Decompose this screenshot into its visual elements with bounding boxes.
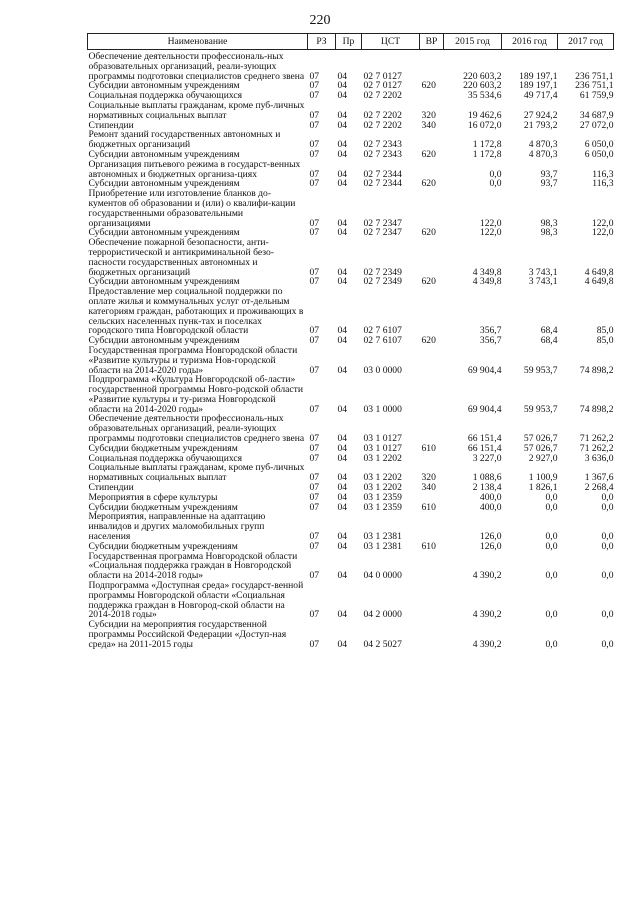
row-cst: 03 1 2381 [363, 540, 402, 552]
row-pr: 04 [337, 109, 348, 121]
row-name: Предоставление мер социальной поддержки по оплате жилья и коммунальных услуг от-дельным категориям граждан, работающих и проживающих в сельских населенных пунк-тах и поселках городского типа Новгородской области [88, 286, 304, 337]
row-name: Мероприятия в сфере культуры [88, 491, 218, 503]
row-value-2015: 356,7 [479, 325, 502, 337]
row-value-2016: 1 826,1 [528, 482, 558, 494]
row-name: Подпрограмма «Культура Новгородской об-ласти» государственной программы Новго-родской области «Развитие культуры и ту-ризма Новгородской области на 2014-2020 годы» [88, 374, 303, 415]
row-value-2017: 0,0 [601, 638, 614, 650]
row-cst: 04 2 5027 [363, 638, 402, 650]
row-pr: 04 [337, 90, 348, 102]
row-cst: 02 7 2349 [363, 266, 402, 278]
row-rz: 07 [309, 540, 320, 552]
row-value-2016: 0,0 [545, 531, 558, 543]
table-row [88, 375, 614, 414]
row-pr: 04 [337, 531, 348, 543]
row-rz: 07 [309, 90, 320, 102]
table-header [88, 34, 614, 50]
table-row [88, 620, 614, 649]
row-cst: 03 1 2359 [363, 501, 402, 513]
table-row [88, 238, 614, 277]
row-vr [420, 91, 444, 101]
row-cst: 03 1 2202 [363, 472, 402, 484]
row-vr: 610 [421, 540, 436, 552]
row-value-2015: 4 390,2 [472, 609, 502, 621]
row-value-2015: 220 603,2 [463, 80, 502, 92]
row-vr [420, 454, 444, 464]
row-name: Обеспечение деятельности профессиональ-ных образовательных организаций, реали-зующих программы подготовки специалистов среднего звена [88, 51, 305, 82]
row-value-2017: 116,3 [592, 178, 614, 190]
row-value-2015: 4 349,8 [472, 266, 502, 278]
row-cst: 02 7 2202 [363, 119, 402, 131]
header-vr: ВР [420, 34, 444, 50]
row-pr: 04 [337, 638, 348, 650]
row-value-2015: 3 227,0 [472, 452, 502, 464]
row-rz: 07 [309, 70, 320, 82]
row-value-2015: 122,0 [479, 227, 502, 239]
row-value-2015: 66 151,4 [467, 433, 502, 445]
row-value-2015: 400,0 [479, 501, 502, 513]
row-cst: 03 1 0127 [363, 442, 402, 454]
row-value-2017: 61 759,9 [579, 90, 614, 102]
row-rz: 07 [309, 442, 320, 454]
row-cst: 02 7 2343 [363, 148, 402, 160]
row-rz: 07 [309, 276, 320, 288]
row-value-2016: 59 953,7 [523, 403, 558, 415]
row-cst: 02 7 0127 [363, 80, 402, 92]
row-vr: 620 [421, 227, 436, 239]
row-cst: 02 7 2344 [363, 178, 402, 190]
row-pr: 04 [337, 501, 348, 513]
table-row [88, 414, 614, 443]
row-name: Стипендии [88, 119, 134, 131]
row-cst: 03 1 2381 [363, 531, 402, 543]
row-rz: 07 [309, 452, 320, 464]
row-cst: 03 1 0000 [363, 403, 402, 415]
row-name: Субсидии автономным учреждениям [88, 276, 240, 288]
row-name: Социальные выплаты гражданам, кроме пуб-личных нормативных социальных выплат [88, 99, 305, 121]
row-cst: 03 0 0000 [363, 364, 402, 376]
row-rz: 07 [309, 364, 320, 376]
row-value-2015: 19 462,6 [467, 109, 502, 121]
row-vr: 320 [421, 109, 436, 121]
row-value-2015: 356,7 [479, 335, 502, 347]
row-value-2017: 71 262,2 [579, 442, 614, 454]
row-value-2015: 122,0 [479, 217, 502, 229]
row-value-2016: 49 717,4 [523, 90, 558, 102]
row-rz: 07 [309, 609, 320, 621]
row-name: Субсидии автономным учреждениям [88, 80, 240, 92]
row-pr: 04 [337, 482, 348, 494]
row-name: Государственная программа Новгородской области «Развитие культуры и туризма Нов-городской области на 2014-2020 годы» [88, 344, 298, 376]
row-cst: 04 2 0000 [363, 609, 402, 621]
row-value-2015: 4 349,8 [472, 276, 502, 288]
row-name: Субсидии автономным учреждениям [88, 178, 240, 190]
row-value-2017: 71 262,2 [579, 433, 614, 445]
header-rz: РЗ [308, 34, 336, 50]
row-cst: 02 7 2349 [363, 276, 402, 288]
row-pr: 04 [337, 403, 348, 415]
row-rz: 07 [309, 227, 320, 239]
row-value-2017: 0,0 [601, 609, 614, 621]
row-value-2017: 1 367,6 [584, 472, 614, 484]
row-rz: 07 [309, 638, 320, 650]
header-2015: 2015 год [444, 34, 502, 50]
row-value-2015: 400,0 [479, 491, 502, 503]
row-name: Обеспечение пожарной безопасности, анти-террористической и антикриминальной безо-пасности государственных автономных и бюджетных организаций [88, 237, 274, 278]
row-value-2016: 21 793,2 [523, 119, 558, 131]
row-value-2015: 0,0 [489, 168, 502, 180]
row-vr [420, 414, 444, 443]
row-rz: 07 [309, 482, 320, 494]
row-value-2015: 4 390,2 [472, 570, 502, 582]
table-row [88, 50, 614, 82]
row-vr [420, 552, 444, 581]
row-rz: 07 [309, 501, 320, 513]
row-vr [420, 512, 444, 541]
row-vr [420, 287, 444, 336]
row-value-2015: 66 151,4 [467, 442, 502, 454]
row-rz: 07 [309, 266, 320, 278]
row-vr [420, 189, 444, 228]
row-cst: 02 7 2344 [363, 168, 402, 180]
row-value-2015: 4 390,2 [472, 638, 502, 650]
row-cst: 02 7 2347 [363, 217, 402, 229]
row-pr: 04 [337, 325, 348, 337]
row-pr: 04 [337, 442, 348, 454]
row-rz: 07 [309, 217, 320, 229]
row-rz: 07 [309, 119, 320, 131]
row-vr: 340 [421, 482, 436, 494]
row-value-2016: 2 927,0 [528, 452, 558, 464]
row-value-2016: 0,0 [545, 491, 558, 503]
row-value-2016: 98,3 [540, 217, 558, 229]
row-rz: 07 [309, 325, 320, 337]
row-vr [420, 160, 444, 180]
row-value-2017: 0,0 [601, 531, 614, 543]
row-value-2015: 69 904,4 [467, 403, 502, 415]
row-pr: 04 [337, 70, 348, 82]
row-cst: 02 7 6107 [363, 325, 402, 337]
table-row [88, 160, 614, 180]
row-cst: 02 7 2347 [363, 227, 402, 239]
row-pr: 04 [337, 178, 348, 190]
row-value-2016: 4 870,3 [528, 148, 558, 160]
table-row [88, 512, 614, 541]
row-value-2017: 0,0 [601, 501, 614, 513]
row-value-2017: 34 687,9 [579, 109, 614, 121]
row-value-2017: 74 898,2 [579, 364, 614, 376]
row-value-2017: 0,0 [601, 570, 614, 582]
row-cst: 02 7 6107 [363, 335, 402, 347]
row-rz: 07 [309, 335, 320, 347]
table-row [88, 189, 614, 228]
row-value-2015: 220 603,2 [463, 70, 502, 82]
header-name: Наименование [88, 34, 308, 50]
table-row [88, 101, 614, 121]
row-vr: 610 [421, 442, 436, 454]
row-value-2017: 0,0 [601, 540, 614, 552]
row-value-2016: 57 026,7 [523, 433, 558, 445]
row-rz: 07 [309, 148, 320, 160]
row-value-2017: 6 050,0 [584, 148, 614, 160]
row-vr: 620 [421, 178, 436, 190]
row-pr: 04 [337, 119, 348, 131]
row-value-2017: 236 751,1 [575, 70, 614, 82]
row-pr: 04 [337, 609, 348, 621]
row-value-2017: 4 649,8 [584, 276, 614, 288]
row-name: Мероприятия, направленные на адаптацию инвалидов и других маломобильных групп населения [88, 511, 266, 543]
row-value-2016: 3 743,1 [528, 276, 558, 288]
header-pr: Пр [336, 34, 362, 50]
header-2017: 2017 год [558, 34, 614, 50]
row-value-2016: 68,4 [540, 335, 558, 347]
row-vr [420, 620, 444, 649]
row-rz: 07 [309, 80, 320, 92]
budget-table [87, 33, 614, 650]
row-vr: 620 [421, 80, 436, 92]
row-value-2015: 1 172,8 [472, 139, 502, 151]
header-2016: 2016 год [502, 34, 558, 50]
row-pr: 04 [337, 335, 348, 347]
row-rz: 07 [309, 109, 320, 121]
row-name: Стипендии [88, 482, 134, 494]
row-name: Социальная поддержка обучающихся [88, 90, 243, 102]
row-value-2017: 0,0 [601, 491, 614, 503]
row-pr: 04 [337, 364, 348, 376]
row-vr [420, 346, 444, 375]
row-value-2015: 35 534,6 [467, 90, 502, 102]
row-value-2016: 1 100,9 [528, 472, 558, 484]
row-pr: 04 [337, 570, 348, 582]
row-value-2017: 85,0 [596, 325, 614, 337]
table-body [88, 50, 614, 650]
row-value-2017: 6 050,0 [584, 139, 614, 151]
row-rz: 07 [309, 472, 320, 484]
row-pr: 04 [337, 266, 348, 278]
row-value-2016: 189 197,1 [519, 70, 558, 82]
row-value-2017: 236 751,1 [575, 80, 614, 92]
row-value-2016: 57 026,7 [523, 442, 558, 454]
row-pr: 04 [337, 148, 348, 160]
row-pr: 04 [337, 217, 348, 229]
row-cst: 02 7 2202 [363, 109, 402, 121]
row-name: Обеспечение деятельности профессиональ-ных образовательных организаций, реали-зующих программы подготовки специалистов среднего звена [88, 413, 305, 445]
row-pr: 04 [337, 472, 348, 484]
row-rz: 07 [309, 168, 320, 180]
row-vr [420, 238, 444, 277]
row-name: Субсидии бюджетным учреждениям [88, 501, 238, 513]
row-rz: 07 [309, 403, 320, 415]
row-name: Субсидии автономным учреждениям [88, 227, 240, 239]
row-value-2016: 0,0 [545, 570, 558, 582]
header-row [88, 34, 614, 50]
row-name: Организация питьевого режима в государст-венных автономных и бюджетных организа-циях [88, 158, 301, 180]
table-row [88, 130, 614, 150]
row-name: Приобретение или изготовление бланков до-кументов об образовании и (или) о квалифи-кации государственными образовательными организациями [88, 188, 296, 229]
row-cst: 03 1 2359 [363, 491, 402, 503]
row-pr: 04 [337, 227, 348, 239]
row-pr: 04 [337, 452, 348, 464]
row-value-2017: 85,0 [596, 335, 614, 347]
row-cst: 03 1 2202 [363, 482, 402, 494]
row-value-2015: 1 088,6 [472, 472, 502, 484]
row-value-2016: 59 953,7 [523, 364, 558, 376]
row-value-2016: 0,0 [545, 638, 558, 650]
row-pr: 04 [337, 80, 348, 92]
row-value-2017: 3 636,0 [584, 452, 614, 464]
row-pr: 04 [337, 491, 348, 503]
row-value-2015: 126,0 [479, 531, 502, 543]
row-name: Субсидии бюджетным учреждениям [88, 442, 238, 454]
row-value-2016: 93,7 [540, 168, 558, 180]
row-vr: 620 [421, 335, 436, 347]
row-vr: 320 [421, 472, 436, 484]
row-value-2017: 4 649,8 [584, 266, 614, 278]
row-rz: 07 [309, 433, 320, 445]
row-value-2016: 3 743,1 [528, 266, 558, 278]
row-pr: 04 [337, 276, 348, 288]
row-rz: 07 [309, 570, 320, 582]
row-vr: 620 [421, 276, 436, 288]
row-name: Субсидии бюджетным учреждениям [88, 540, 238, 552]
row-name: Субсидии автономным учреждениям [88, 335, 240, 347]
row-value-2017: 122,0 [591, 227, 614, 239]
row-name: Субсидии автономным учреждениям [88, 148, 240, 160]
row-rz: 07 [309, 491, 320, 503]
row-vr: 610 [421, 501, 436, 513]
row-cst: 02 7 2202 [363, 90, 402, 102]
row-vr [420, 375, 444, 414]
header-cst: ЦСТ [362, 34, 420, 50]
row-name: Социальные выплаты гражданам, кроме пуб-личных нормативных социальных выплат [88, 462, 305, 484]
table-row [88, 346, 614, 375]
row-value-2016: 0,0 [545, 540, 558, 552]
row-name: Государственная программа Новгородской области «Социальная поддержка граждан в Новгородской области на 2014-2018 годы» [88, 550, 298, 582]
row-cst: 03 1 2202 [363, 452, 402, 464]
row-value-2016: 4 870,3 [528, 139, 558, 151]
row-value-2016: 68,4 [540, 325, 558, 337]
row-value-2015: 0,0 [489, 178, 502, 190]
table-row [88, 463, 614, 483]
row-vr [420, 130, 444, 150]
row-name: Подпрограмма «Доступная среда» государст-венной программы Новгородской области «Социальная поддержка граждан в Новгород-ской области на 2014-2018 годы» [88, 580, 304, 621]
row-vr [420, 581, 444, 620]
row-pr: 04 [337, 540, 348, 552]
row-value-2015: 16 072,0 [467, 119, 502, 131]
row-value-2017: 116,3 [592, 168, 614, 180]
row-pr: 04 [337, 433, 348, 445]
row-value-2017: 122,0 [591, 217, 614, 229]
row-name: Социальная поддержка обучающихся [88, 452, 243, 464]
row-value-2017: 2 268,4 [584, 482, 614, 494]
row-rz: 07 [309, 139, 320, 151]
row-vr [420, 50, 444, 82]
row-value-2016: 189 197,1 [519, 80, 558, 92]
row-value-2016: 0,0 [545, 609, 558, 621]
row-value-2016: 27 924,2 [523, 109, 558, 121]
row-vr: 340 [421, 119, 436, 131]
table-row [88, 287, 614, 336]
row-rz: 07 [309, 531, 320, 543]
row-cst: 04 0 0000 [363, 570, 402, 582]
row-value-2017: 27 072,0 [579, 119, 614, 131]
row-value-2016: 98,3 [540, 227, 558, 239]
row-pr: 04 [337, 168, 348, 180]
row-cst: 03 1 0127 [363, 433, 402, 445]
row-cst: 02 7 0127 [363, 70, 402, 82]
row-value-2016: 93,7 [540, 178, 558, 190]
row-value-2016: 0,0 [545, 501, 558, 513]
row-cst: 02 7 2343 [363, 139, 402, 151]
row-rz: 07 [309, 178, 320, 190]
table-row [88, 581, 614, 620]
row-value-2015: 1 172,8 [472, 148, 502, 160]
row-value-2015: 69 904,4 [467, 364, 502, 376]
row-value-2015: 126,0 [479, 540, 502, 552]
row-name: Субсидии на мероприятия государственной программы Российской Федерации «Доступ-ная среда» на 2011-2015 годы [88, 619, 287, 650]
row-name: Ремонт зданий государственных автономных и бюджетных организаций [88, 129, 281, 151]
row-value-2015: 2 138,4 [472, 482, 502, 494]
row-pr: 04 [337, 139, 348, 151]
row-vr: 620 [421, 148, 436, 160]
row-value-2017: 74 898,2 [579, 403, 614, 415]
page-number: 220 [309, 13, 331, 28]
table-row [88, 552, 614, 581]
